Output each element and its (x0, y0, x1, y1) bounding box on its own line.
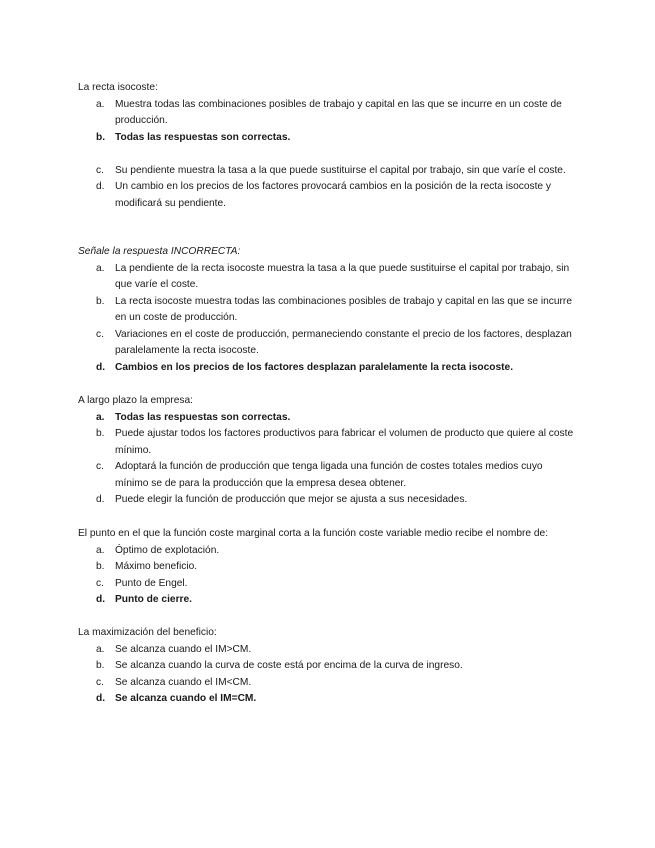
option-text: Todas las respuestas son correctas. (115, 411, 291, 423)
option-letter: c. (96, 328, 104, 340)
option-text: Óptimo de explotación. (115, 544, 220, 556)
option-c (78, 327, 578, 360)
question-stem: El punto en el que la función coste marginal corta a la función coste variable medio recibe el nombre de: (78, 528, 549, 539)
option-d-correct (78, 691, 578, 708)
option-text: La recta isocoste muestra todas las combinaciones posibles de trabajo y capital en las que se incurre en un coste de producción. (115, 295, 572, 323)
question-2 (78, 244, 578, 376)
option-a (78, 642, 578, 659)
option-letter: d. (96, 494, 105, 505)
option-letter: b. (96, 428, 105, 439)
option-letter: b. (96, 660, 105, 671)
option-letter: c. (96, 577, 104, 589)
option-letter: b. (96, 561, 105, 572)
option-letter: a. (96, 262, 105, 274)
option-b-correct (78, 130, 578, 147)
option-a (78, 543, 578, 560)
option-text: Se alcanza cuando la curva de coste está por encima de la curva de ingreso. (115, 660, 463, 671)
option-letter: c. (96, 164, 104, 176)
option-d-correct (78, 592, 578, 609)
option-b (78, 559, 578, 576)
option-c (78, 675, 578, 692)
option-text: Un cambio en los precios de los factores provocará cambios en la posición de la recta isocoste y modificará su pendiente. (115, 181, 552, 209)
option-a (78, 261, 578, 294)
option-text: Punto de Engel. (115, 577, 188, 589)
option-d (78, 179, 578, 212)
option-text: Todas las respuestas son correctas. (115, 131, 291, 143)
option-letter: b. (96, 295, 105, 307)
option-c (78, 163, 578, 180)
option-d (78, 492, 578, 509)
option-letter: c. (96, 461, 104, 472)
option-b (78, 658, 578, 675)
option-c (78, 576, 578, 593)
option-text: Puede ajustar todos los factores productivos para fabricar el volumen de producto que quiere al coste mínimo. (115, 428, 574, 456)
question-stem: La maximización del beneficio: (78, 627, 217, 638)
option-letter: a. (96, 98, 105, 110)
option-letter: b. (96, 131, 106, 143)
option-text: La pendiente de la recta isocoste muestra la tasa a la que puede sustituirse el capital por trabajo, sin que varíe el coste. (115, 262, 570, 290)
question-stem: Señale la respuesta INCORRECTA: (78, 246, 241, 257)
option-text: Adoptará la función de producción que tenga ligada una función de costes totales medios cuyo mínimo se de para la producción que la empresa desea obtener. (115, 461, 543, 489)
option-text: Se alcanza cuando el IM<CM. (115, 676, 252, 688)
options-list (78, 642, 578, 708)
question-1 (78, 80, 578, 212)
question-5 (78, 625, 578, 708)
option-letter: d. (96, 693, 106, 704)
option-text: Cambios en los precios de los factores desplazan paralelamente la recta isocoste. (115, 361, 514, 373)
option-letter: d. (96, 594, 106, 605)
option-a (78, 97, 578, 130)
option-a-correct (78, 410, 578, 427)
option-text: Máximo beneficio. (115, 561, 198, 572)
option-c (78, 459, 578, 492)
options-list (78, 97, 578, 213)
option-b (78, 294, 578, 327)
option-text: Se alcanza cuando el IM=CM. (115, 693, 257, 704)
question-stem: La recta isocoste: (78, 82, 158, 93)
option-letter: c. (96, 676, 104, 688)
option-letter: d. (96, 361, 106, 373)
option-d-correct (78, 360, 578, 377)
options-list (78, 410, 578, 509)
option-letter: a. (96, 411, 105, 423)
option-text: Muestra todas las combinaciones posibles de trabajo y capital en las que se incurre en un coste de producción. (115, 98, 562, 126)
option-text: Punto de cierre. (115, 594, 192, 605)
options-list (78, 543, 578, 609)
question-4 (78, 526, 578, 609)
option-text: Se alcanza cuando el IM>CM. (115, 643, 252, 655)
question-3 (78, 393, 578, 509)
option-text: Su pendiente muestra la tasa a la que puede sustituirse el capital por trabajo, sin que varíe el coste. (115, 164, 566, 176)
option-text: Puede elegir la función de producción que mejor se ajusta a sus necesidades. (115, 494, 468, 505)
option-text: Variaciones en el coste de producción, permaneciendo constante el precio de los factores, desplazan paralelamente la recta isocoste. (115, 328, 572, 356)
option-letter: a. (96, 643, 105, 655)
question-stem: A largo plazo la empresa: (78, 395, 193, 406)
option-letter: d. (96, 181, 105, 192)
option-letter: a. (96, 544, 105, 556)
option-b (78, 426, 578, 459)
options-list (78, 261, 578, 377)
